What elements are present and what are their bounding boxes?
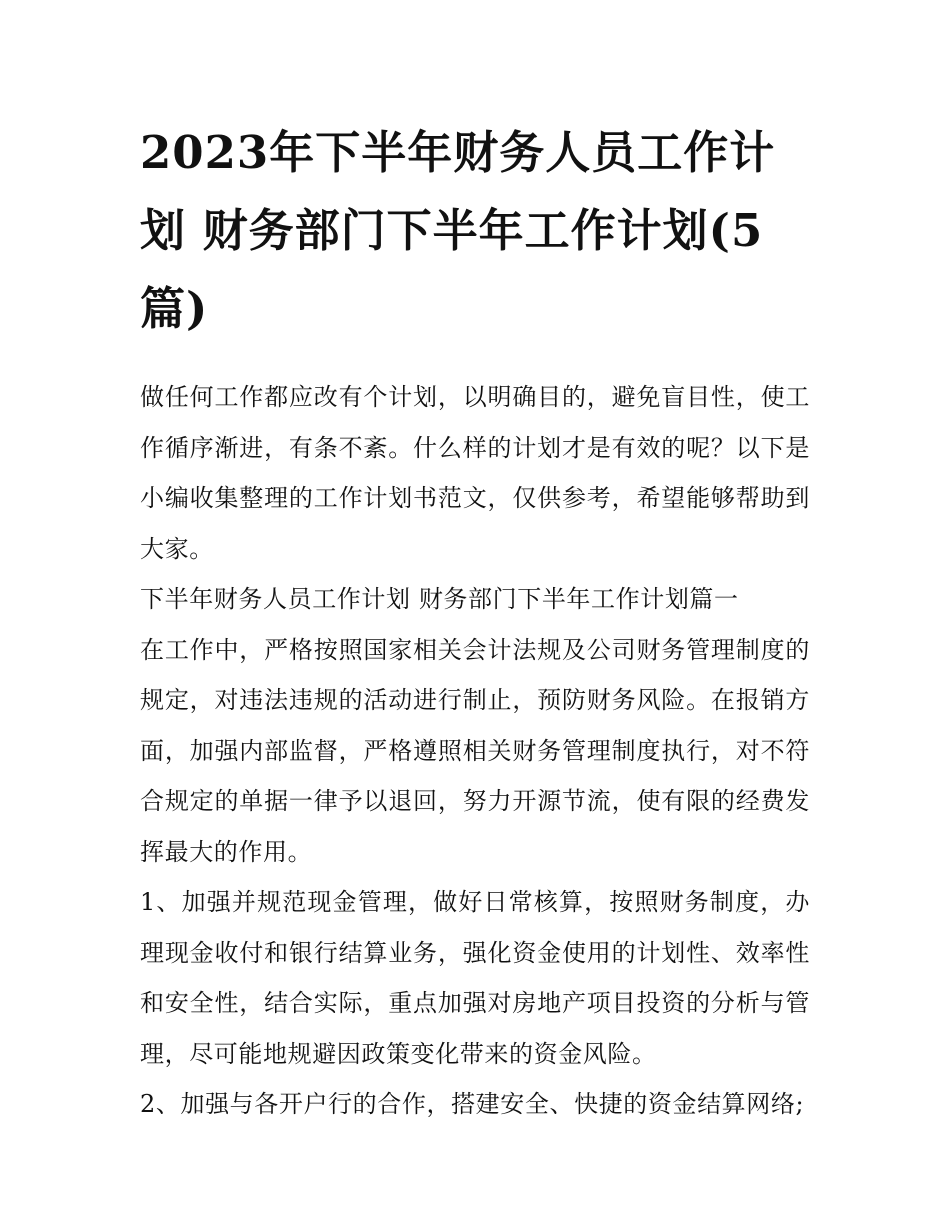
intro-paragraph: 做任何工作都应改有个计划，以明确目的，避免盲目性，使工作循序渐进，有条不紊。什么样的计划才是有效的呢？以下是小编收集整理的工作计划书范文，仅供参考，希望能够帮助到大家。 <box>140 383 810 563</box>
list-item-2: 2、加强与各开户行的合作，搭建安全、快捷的资金结算网络; <box>140 1090 805 1118</box>
body-paragraph: 在工作中，严格按照国家相关会计法规及公司财务管理制度的规定，对违法违规的活动进行制止，预防财务风险。在报销方面，加强内部监督，严格遵照相关财务管理制度执行，对不符合规定的单据一律予以退回，努力开源节流，使有限的经费发挥最大的作用。 <box>140 635 810 866</box>
document-title: 2023年下半年财务人员工作计划 财务部门下半年工作计划(5篇) <box>140 126 776 335</box>
list-item-1: 1、加强并规范现金管理，做好日常核算，按照财务制度，办理现金收付和银行结算业务，强化资金使用的计划性、效率性和安全性，结合实际，重点加强对房地产项目投资的分析与管理，尽可能地规避因政策变化带来的资金风险。 <box>140 888 810 1068</box>
section-heading: 下半年财务人员工作计划 财务部门下半年工作计划篇一 <box>140 585 739 613</box>
document-body <box>140 372 810 1130</box>
